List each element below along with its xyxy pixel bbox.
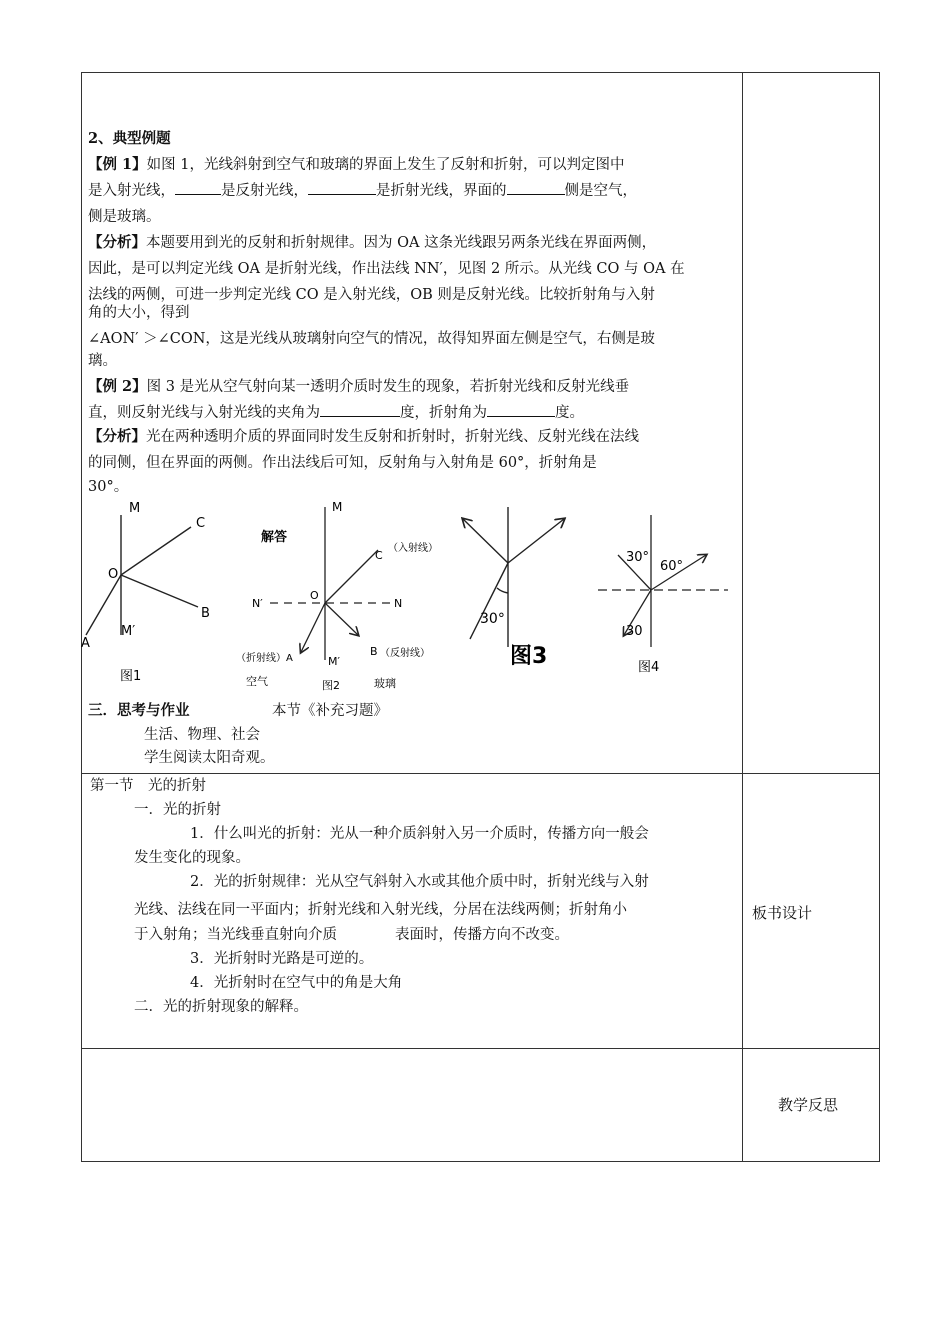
fig2-refracted-label: （折射线）A	[236, 653, 293, 664]
answer-blank	[320, 401, 400, 417]
board-point-3: 3．光折射时光路是可逆的。	[190, 951, 374, 967]
figure-2	[270, 507, 390, 660]
fig2-reflected-label: （反射线）	[380, 648, 430, 659]
fig1-caption: 图1	[120, 669, 142, 684]
example1-line3: 侧是玻璃。	[88, 209, 161, 225]
fig2-title: 解答	[261, 530, 288, 545]
fig2-air-label: 空气	[246, 675, 268, 688]
fig1-label-m: M	[129, 501, 141, 516]
board-point-1b: 发生变化的现象。	[134, 850, 250, 866]
homework-heading: 三．思考与作业	[88, 702, 190, 719]
fig2-label-m: M	[332, 500, 343, 514]
analysis2-line2: 的同侧，但在界面的两侧。作出法线后可知，反射角与入射角是 60°，折射角是	[88, 455, 597, 471]
board-design-label: 板书设计	[752, 904, 813, 922]
board-heading-2: 二．光的折射现象的解释。	[134, 999, 308, 1015]
board-point-4: 4．光折射时在空气中的角是大角	[190, 975, 403, 991]
fig4-angle-1: 30°	[626, 550, 650, 565]
fig2-label-n1: N′	[252, 597, 263, 610]
answer-blank	[308, 179, 376, 195]
teaching-reflection-label: 教学反思	[778, 1096, 839, 1114]
analysis1-line2: 因此，是可以判定光线 OA 是折射光线，作出法线 NN′，见图 2 所示。从光线 CO 与 OA 在	[88, 261, 685, 277]
fig1-label-c: C	[196, 516, 206, 531]
figure-4	[598, 515, 728, 647]
fig1-label-b: B	[201, 606, 210, 621]
figure-1	[86, 515, 198, 635]
answer-blank	[487, 401, 555, 417]
example1-line2: 是入射光线， 是反射光线， 是折射光线，界面的 侧是空气，	[88, 178, 637, 205]
homework-line3: 学生阅读太阳奇观。	[144, 750, 275, 766]
row-divider-2	[82, 1048, 879, 1049]
figure-3	[463, 507, 564, 647]
figures-strip	[78, 495, 738, 700]
homework-task: 本节《补充习题》	[272, 703, 388, 719]
analysis1-line4: 角的大小，得到	[88, 305, 190, 321]
fig1-label-a: A	[81, 636, 90, 651]
board-point-2b: 光线、法线在同一平面内；折射光线和入射光线，分居在法线两侧；折射角小	[134, 902, 627, 918]
board-heading-1: 一．光的折射	[134, 802, 221, 818]
example2-line1: 【例 2】图 3 是光从空气射向某一透明介质时发生的现象，若折射光线和反射光线垂	[88, 378, 630, 395]
fig2-label-c: C	[375, 549, 383, 562]
fig3-angle-label: 30°	[480, 611, 505, 627]
fig1-label-o: O	[108, 567, 119, 582]
fig2-label-m2: M′	[328, 655, 340, 668]
analysis2-line3: 30°。	[88, 479, 129, 495]
fig4-angle-3: 30	[626, 624, 643, 639]
board-point-2c: 于入射角；当光线垂直射向介质 表面时，传播方向不改变。	[134, 927, 569, 943]
example2-line2: 直，则反射光线与入射光线的夹角为 度，折射角为 度。	[88, 400, 584, 427]
answer-blank	[175, 179, 221, 195]
fig2-caption: 图2	[322, 679, 340, 692]
board-point-2a: 2．光的折射规律：光从空气斜射入水或其他介质中时，折射光线与入射	[190, 874, 649, 890]
homework-line2: 生活、物理、社会	[144, 727, 260, 743]
fig2-label-o: O	[310, 589, 319, 602]
board-title: 第一节 光的折射	[90, 778, 206, 794]
fig2-label-b: B	[370, 645, 378, 658]
column-divider	[742, 73, 743, 1161]
board-point-1a: 1．什么叫光的折射：光从一种介质斜射入另一介质时，传播方向一般会	[190, 826, 649, 842]
analysis1-line6: 璃。	[88, 353, 117, 369]
fig4-caption: 图4	[638, 660, 660, 675]
example1-line1: 【例 1】如图 1，光线斜射到空气和玻璃的界面上发生了反射和折射，可以判定图中	[88, 156, 625, 173]
analysis1-line5: ∠AON′ ＞∠CON，这是光线从玻璃射向空气的情况，故得知界面左侧是空气，右侧是玻	[88, 331, 655, 347]
answer-blank	[507, 179, 565, 195]
fig2-glass-label: 玻璃	[374, 677, 396, 690]
fig1-label-m2: M′	[121, 624, 136, 639]
fig4-angle-2: 60°	[660, 559, 684, 574]
analysis1-line3: 法线的两侧，可进一步判定光线 CO 是入射光线，OB 则是反射光线。比较折射角与入射	[88, 287, 655, 303]
fig2-incident-label: （入射线）	[388, 543, 438, 554]
analysis2-line1: 【分析】光在两种透明介质的界面同时发生反射和折射时，折射光线、反射光线在法线	[88, 428, 639, 445]
fig2-label-n2: N	[394, 597, 403, 610]
section-heading: 2、典型例题	[88, 130, 171, 147]
analysis1-line1: 【分析】本题要用到光的反射和折射规律。因为 OA 这条光线跟另两条光线在界面两侧，	[88, 234, 657, 251]
fig3-caption: 图3	[510, 644, 548, 669]
